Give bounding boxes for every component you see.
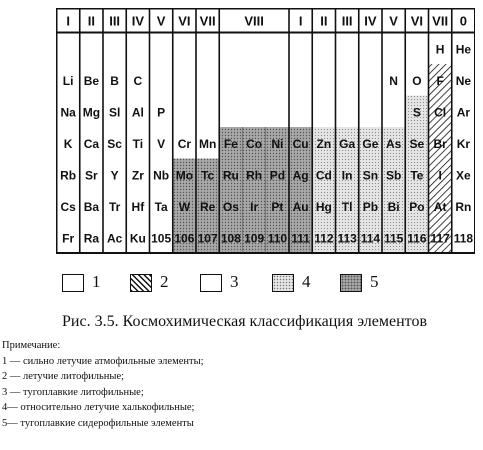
element-symbol: 117	[430, 231, 450, 246]
element-symbol: Zr	[131, 168, 144, 183]
element-symbol: He	[455, 42, 472, 57]
element-symbol: Ra	[83, 231, 100, 246]
element-symbol: Fe	[223, 136, 238, 151]
element-symbol: 118	[453, 231, 474, 246]
element-symbol: Ne	[455, 73, 472, 88]
element-symbol: Bi	[387, 199, 400, 214]
group-header: 0	[459, 13, 467, 29]
element-symbol: V	[157, 136, 166, 151]
element-symbol: Mn	[198, 136, 217, 151]
element-symbol: Os	[222, 199, 239, 214]
notes	[2, 338, 204, 431]
note-item: 4— относительно летучие халькофильные;	[2, 402, 195, 413]
element-symbol: Ac	[106, 231, 123, 246]
element-symbol: Ag	[292, 168, 309, 183]
element-symbol: Hf	[131, 199, 145, 214]
element-symbol: 114	[360, 231, 381, 246]
legend-swatch-2	[130, 274, 152, 292]
note-item: 5— тугоплавкие сидерофильные элементы	[2, 417, 194, 429]
element-symbol: C	[133, 73, 143, 88]
element-symbol: Tl	[341, 199, 353, 214]
element-symbol: 109	[244, 231, 265, 246]
group-header: I	[298, 13, 303, 29]
element-symbol: Al	[131, 105, 144, 120]
element-symbol: Cl	[434, 105, 447, 120]
element-symbol: Rb	[60, 168, 77, 183]
element-symbol: Zn	[316, 136, 332, 151]
element-symbol: Se	[409, 136, 425, 151]
element-symbol: Mg	[82, 105, 101, 120]
group-header: V	[156, 13, 166, 29]
element-symbol: Hg	[315, 199, 332, 214]
element-symbol: Br	[433, 136, 447, 151]
group-header: VII	[199, 13, 216, 29]
group-header: VII	[432, 13, 449, 29]
element-symbol: Na	[60, 105, 76, 120]
element-symbol: In	[341, 168, 353, 183]
element-symbol: Sb	[385, 168, 402, 183]
element-symbol: O	[412, 73, 422, 88]
element-symbol: 110	[267, 231, 288, 246]
note-item: 1 — сильно летучие атмофильные элементы;	[2, 355, 204, 367]
element-symbol: Re	[199, 199, 216, 214]
figure-caption: Рис. 3.5. Космохимическая классификация элементов	[62, 313, 428, 330]
element-symbol: At	[433, 199, 447, 214]
element-symbol: 116	[407, 231, 427, 246]
group-header: V	[389, 13, 398, 29]
element-symbol: F	[436, 73, 444, 88]
element-symbol: Te	[410, 168, 424, 183]
element-symbol: Cr	[177, 136, 192, 151]
group-header: III	[109, 13, 121, 29]
element-symbol: 112	[314, 231, 334, 246]
element-symbol: Ge	[362, 136, 379, 151]
element-symbol: Sr	[85, 168, 98, 183]
element-symbol: Li	[62, 73, 74, 88]
element-symbol: Cu	[292, 136, 309, 151]
element-symbol: 113	[337, 231, 357, 246]
element-symbol: W	[178, 199, 191, 214]
element-symbol: Sl	[108, 105, 121, 120]
element-symbol: Sn	[362, 168, 379, 183]
element-symbol: Ca	[83, 136, 100, 151]
element-symbol: Co	[246, 136, 263, 151]
note-item: 2 — летучие литофильные;	[2, 371, 125, 382]
group-header: VI	[410, 13, 424, 29]
group-header: II	[87, 13, 95, 29]
element-symbol: 107	[197, 231, 218, 246]
legend-swatch-5	[340, 274, 362, 292]
element-symbol: Au	[292, 199, 309, 214]
element-symbol: Cs	[60, 199, 76, 214]
element-symbol: N	[389, 73, 398, 88]
element-symbol: Po	[409, 199, 425, 214]
element-symbol: Ta	[154, 199, 168, 214]
legend-swatch-4	[272, 274, 294, 292]
element-symbol: 111	[291, 231, 310, 246]
element-symbol: Ni	[271, 136, 284, 151]
element-symbol: Pt	[271, 199, 284, 214]
element-symbol: I	[438, 168, 442, 183]
group-header: II	[320, 13, 328, 29]
element-symbol: B	[110, 73, 119, 88]
element-symbol: Fr	[62, 231, 75, 246]
element-symbol: Cd	[315, 168, 332, 183]
group-header: IV	[364, 13, 377, 29]
legend-label: 1	[92, 272, 101, 291]
element-symbol: Rh	[246, 168, 263, 183]
element-symbol: Pd	[269, 168, 286, 183]
note-item: 3 — тугоплавкие литофильные;	[2, 386, 144, 398]
legend	[62, 272, 392, 302]
element-symbol: Nb	[153, 168, 170, 183]
group-header: I	[66, 13, 70, 29]
group-header: IV	[131, 13, 145, 29]
element-symbol: Sc	[107, 136, 122, 151]
element-symbol: 105	[151, 231, 172, 246]
notes-heading: Примечание:	[2, 340, 61, 351]
element-symbol: Ru	[222, 168, 239, 183]
element-symbol: Ba	[83, 199, 100, 214]
element-symbol: K	[63, 136, 73, 151]
group-header: III	[341, 13, 353, 29]
element-symbol: Tr	[108, 199, 121, 214]
element-symbol: 115	[383, 231, 404, 246]
element-symbol: H	[435, 42, 445, 57]
element-symbol: 106	[174, 231, 195, 246]
element-symbol: Be	[83, 73, 100, 88]
element-symbol: Ar	[456, 105, 471, 120]
periodic-table-figure	[56, 8, 475, 254]
legend-swatch-1	[62, 274, 84, 292]
group-header: VI	[178, 13, 191, 29]
element-symbol: Tc	[201, 168, 215, 183]
legend-label: 3	[230, 272, 239, 291]
element-symbol: Pb	[362, 199, 379, 214]
group-header: VIII	[244, 13, 264, 29]
element-symbol: As	[385, 136, 402, 151]
legend-label: 5	[370, 272, 379, 291]
legend-swatch-3	[200, 274, 222, 292]
element-symbol: Y	[110, 168, 119, 183]
element-symbol: 108	[220, 231, 241, 246]
legend-label: 4	[302, 272, 311, 291]
element-symbol: Ku	[129, 231, 146, 246]
element-symbol: Kr	[456, 136, 471, 151]
element-symbol: Ga	[339, 136, 356, 151]
element-symbol: P	[157, 105, 166, 120]
legend-label: 2	[160, 272, 169, 291]
element-symbol: Xe	[456, 168, 471, 183]
element-symbol: Mo	[175, 168, 194, 183]
element-symbol: Ti	[132, 136, 144, 151]
element-symbol: Rn	[455, 199, 472, 214]
element-symbol: Ir	[250, 199, 259, 214]
element-symbol: S	[412, 105, 421, 120]
